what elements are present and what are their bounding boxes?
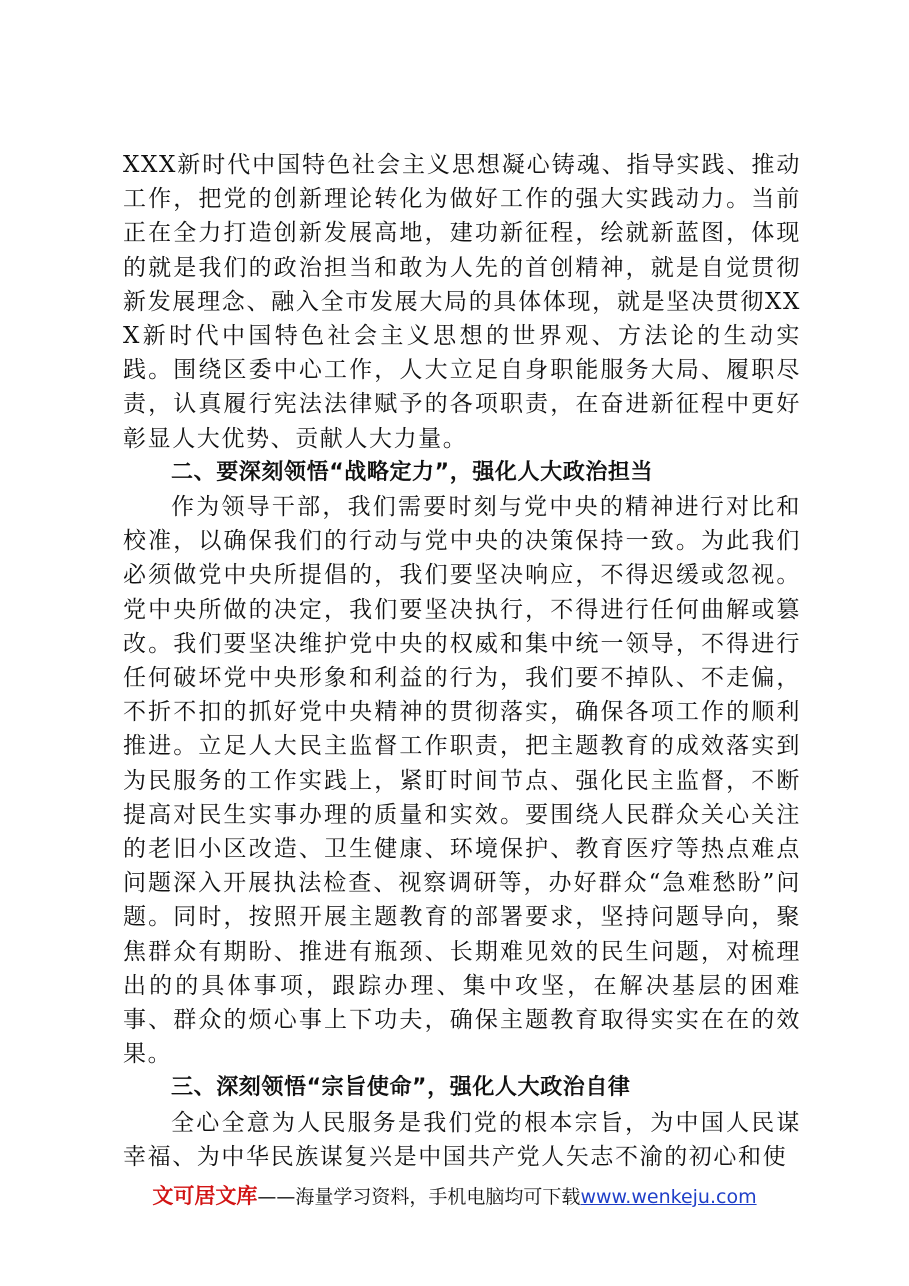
paragraph-continued: XXX新时代中国特色社会主义思想凝心铸魂、指导实践、推动工作，把党的创新理论转化为做好工作的强大实践动力。当前正在全力打造创新发展高地，建功新征程，绘就新蓝图，体现的就是我们的政治担当和敢为人先的首创精神，就是自觉贯彻新发展理念、融入全市发展大局的具体体现，就是坚决贯彻XXX新时代中国特色社会主义思想的世界观、方法论的生动实践。围绕区委中心工作，人大立足自身职能服务大局、履职尽责，认真履行宪法法律赋予的各项职责，在奋进新征程中更好彰显人大优势、贡献人大力量。 (123, 152, 801, 452)
paragraph-section-2: 作为领导干部，我们需要时刻与党中央的精神进行对比和校准，以确保我们的行动与党中央的决策保持一致。为此我们必须做党中央所提倡的，我们要坚决响应，不得迟缓或忽视。党中央所做的决定，我们要坚决执行，不得进行任何曲解或篡改。我们要坚决维护党中央的权威和集中统一领导，不得进行任何破坏党中央形象和利益的行为，我们要不掉队、不走偏，不折不扣的抓好党中央精神的贯彻落实，确保各项工作的顺利推进。立足人大民主监督工作职责，把主题教育的成效落实到为民服务的工作实践上，紧盯时间节点、强化民主监督，不断提高对民生实事办理的质量和实效。要围绕人民群众关心关注的老旧小区改造、卫生健康、环境保护、教育医疗等热点难点问题深入开展执法检查、视察调研等，办好群众“急难愁盼”问题。同时，按照开展主题教育的部署要求，坚持问题导向，聚焦群众有期盼、推进有瓶颈、长期难见效的民生问题，对梳理出的的具体事项，跟踪办理、集中攻坚，在解决基层的困难事、群众的烦心事上下功夫，确保主题教育取得实实在在的效果。 (123, 494, 801, 1068)
section-heading-2: 二、要深刻领悟“战略定力”，强化人大政治担当 (171, 459, 654, 485)
footer-link[interactable]: www.wenkeju.com (580, 1186, 757, 1208)
footer-tagline: ——海量学习资料，手机电脑均可下载 (257, 1186, 581, 1208)
document-body (123, 148, 801, 1174)
section-heading-3: 三、深刻领悟“宗旨使命”，强化人大政治自律 (171, 1075, 631, 1101)
footer-banner (0, 1183, 909, 1210)
footer-brand: 文可居文库 (152, 1184, 258, 1208)
paragraph-section-3: 全心全意为人民服务是我们党的根本宗旨，为中国人民谋幸福、为中华民族谋复兴是中国共产党人矢志不渝的初心和使 (123, 1109, 801, 1170)
